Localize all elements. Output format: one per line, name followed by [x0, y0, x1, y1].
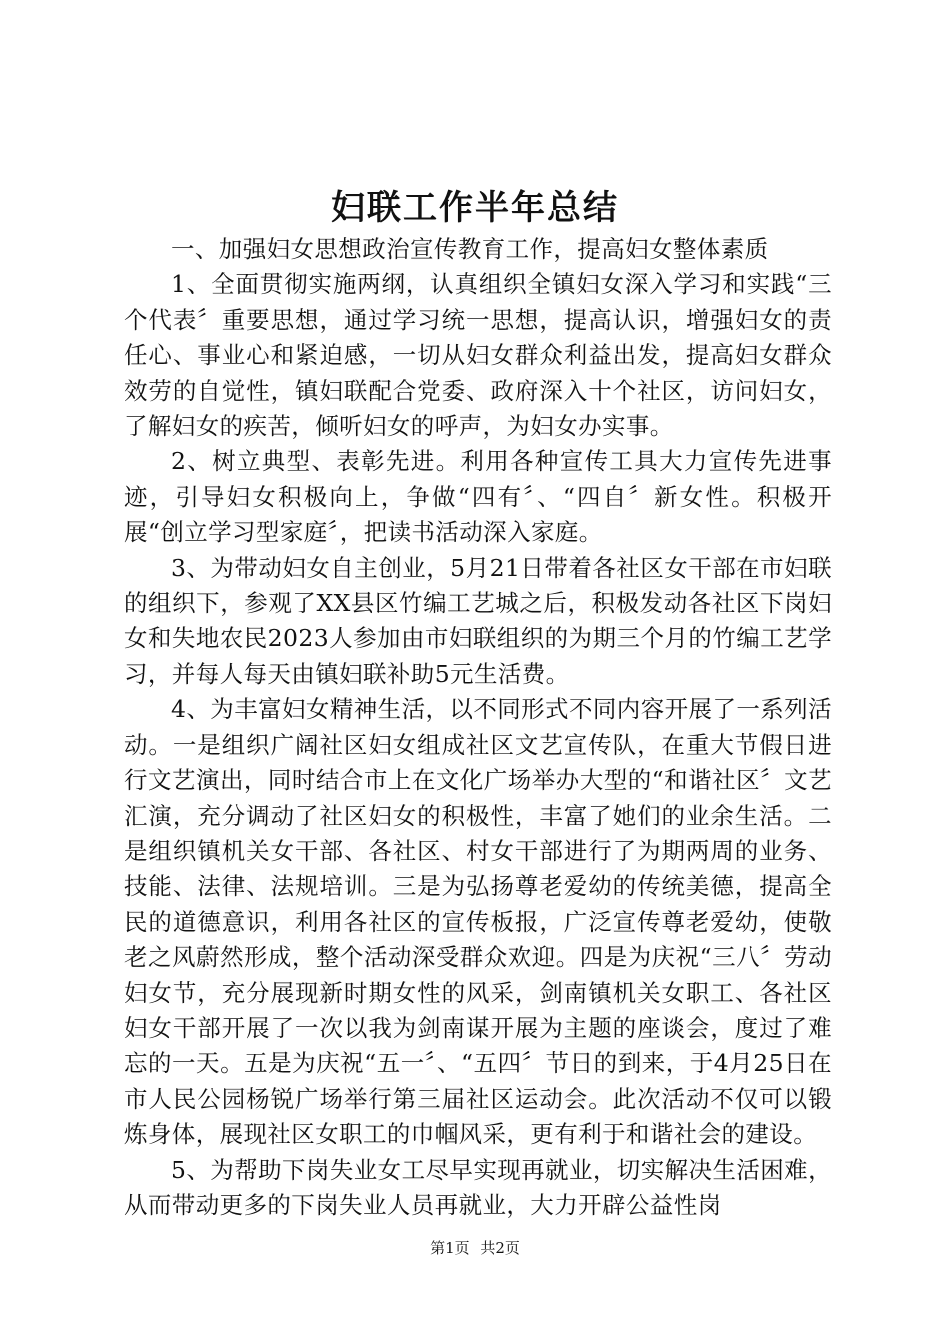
page-total: 共2页: [480, 1239, 520, 1257]
document-title: 妇联工作半年总结: [331, 188, 619, 228]
paragraph: 1、全面贯彻实施两纲，认真组织全镇妇女深入学习和实践“三个代表〞重要思想，通过学习统一思想，提高认识，增强妇女的责任心、事业心和紧迫感，一切从妇女群众利益出发，提高妇女群众效劳的自觉性，镇妇联配合党委、政府深入十个社区，访问妇女，了解妇女的疾苦，倾听妇女的呼声，为妇女办实事。: [124, 270, 832, 441]
paragraph: 3、为带动妇女自主创业，5月21日带着各社区女干部在市妇联的组织下，参观了XX县区竹编工艺城之后，积极发动各社区下岗妇女和失地农民2023人参加由市妇联组织的为期三个月的竹编工艺学习，并每人每天由镇妇联补助5元生活费。: [124, 553, 832, 688]
document-body: [124, 232, 832, 1223]
page-footer: [0, 1238, 950, 1258]
paragraph: 一、加强妇女思想政治宣传教育工作，提高妇女整体素质: [171, 235, 769, 263]
paragraph: 5、为帮助下岗失业女工尽早实现再就业，切实解决生活困难，从而带动更多的下岗失业人员再就业，大力开辟公益性岗: [124, 1155, 832, 1219]
paragraph: 4、为丰富妇女精神生活，以不同形式不同内容开展了一系列活动。一是组织广阔社区妇女组成社区文艺宣传队，在重大节假日进行文艺演出，同时结合市上在文化广场举办大型的“和谐社区〞文艺汇演，充分调动了社区妇女的积极性，丰富了她们的业余生活。二是组织镇机关女干部、各社区、村女干部进行了为期两周的业务、技能、法律、法规培训。三是为弘扬尊老爱幼的传统美德，提高全民的道德意识，利用各社区的宣传板报，广泛宣传尊老爱幼，使敬老之风蔚然形成，整个活动深受群众欢迎。四是为庆祝“三八〞劳动妇女节，充分展现新时期女性的风采，剑南镇机关女职工、各社区妇女干部开展了一次以我为剑南谋开展为主题的座谈会，度过了难忘的一天。五是为庆祝“五一〞、“五四〞节日的到来，于4月25日在市人民公园杨锐广场举行第三届社区运动会。此次活动不仅可以锻炼身体，展现社区女职工的巾帼风采，更有利于和谐社会的建设。: [124, 695, 832, 1149]
page-number: 第1页: [430, 1239, 470, 1257]
paragraph: 2、树立典型、表彰先进。利用各种宣传工具大力宣传先进事迹，引导妇女积极向上，争做“四有〞、“四自〞新女性。积极开展“创立学习型家庭〞，把读书活动深入家庭。: [124, 447, 832, 547]
